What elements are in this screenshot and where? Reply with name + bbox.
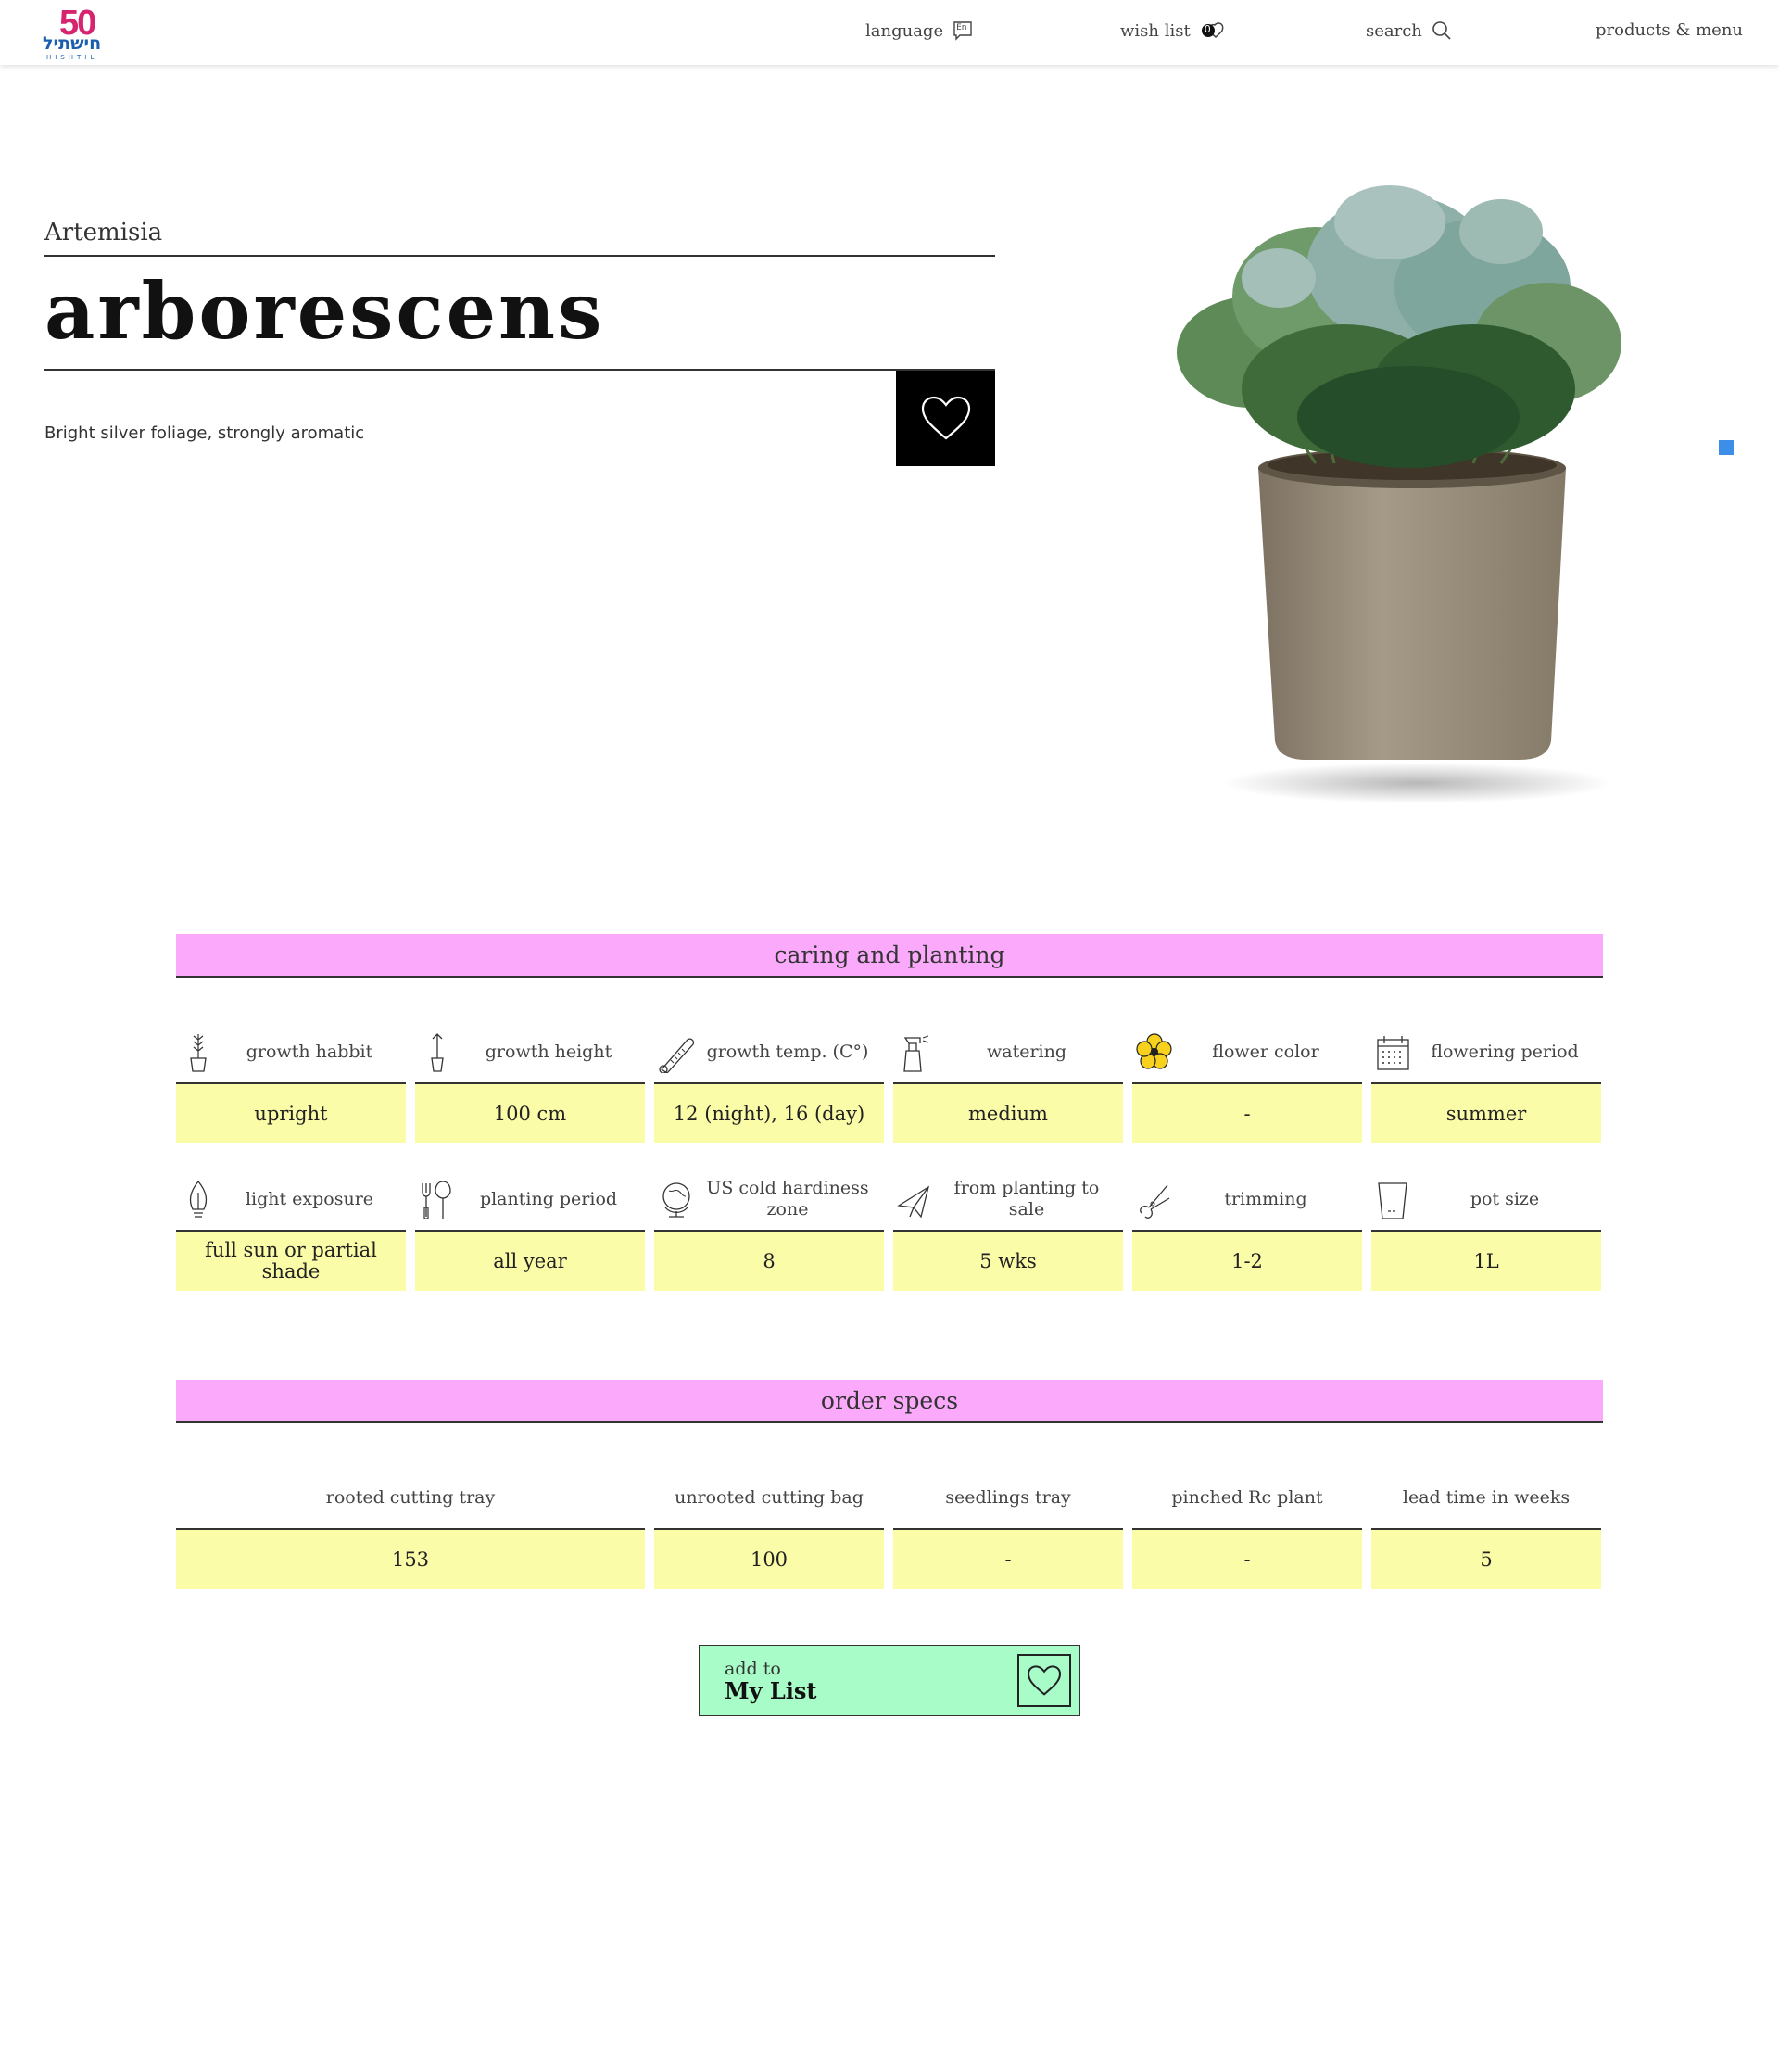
order-pinched-rc-plant [1132, 1467, 1362, 1589]
species-divider [44, 369, 995, 371]
attr-label-text: US cold hardiness zone [706, 1178, 869, 1219]
logo-number: 50 [59, 4, 95, 43]
search-button[interactable] [1366, 20, 1452, 41]
order-seedlings-tray [893, 1467, 1123, 1589]
plant-description: Bright silver foliage, strongly aromatic [44, 423, 365, 443]
logo-latin: HISHTIL [46, 54, 98, 61]
order-label: pinched Rc plant [1132, 1467, 1362, 1530]
add-to-my-list-button[interactable] [699, 1645, 1080, 1716]
plant-image [1112, 167, 1668, 815]
order-lead-time [1371, 1467, 1601, 1589]
attr-growth-height [415, 1021, 645, 1143]
attr-label-text: pot size [1470, 1188, 1540, 1209]
attr-value: summer [1371, 1084, 1601, 1143]
wishlist-button[interactable] [1120, 20, 1228, 41]
order-section-header: order specs [176, 1380, 1603, 1423]
plant-species-title: arborescens [44, 265, 605, 357]
my-list-label: My List [725, 1677, 817, 1704]
caring-section-header: caring and planting [176, 934, 1603, 978]
thermometer-icon [658, 1032, 695, 1073]
spray-bottle-icon [897, 1032, 934, 1073]
calendar-icon [1375, 1032, 1412, 1073]
wishlist-count: 0 [1204, 23, 1211, 35]
attr-growth-habbit [176, 1021, 406, 1143]
flower-icon [1136, 1032, 1173, 1073]
attr-value: 12 (night), 16 (day) [654, 1084, 884, 1143]
heart-icon [1027, 1665, 1062, 1697]
wishlist-heart-button[interactable] [896, 371, 995, 466]
site-header [0, 0, 1779, 65]
plant-genus: Artemisia [44, 219, 163, 246]
products-menu-button[interactable] [1596, 20, 1743, 40]
attr-value: medium [893, 1084, 1123, 1143]
attr-flowering-period [1371, 1021, 1601, 1143]
heart-icon [921, 396, 971, 442]
attr-label-text: planting period [479, 1188, 618, 1209]
search-label: search [1366, 20, 1422, 41]
attr-value: 100 cm [415, 1084, 645, 1143]
attr-pot-size [1371, 1169, 1601, 1291]
attr-value: 8 [654, 1232, 884, 1291]
logo-hebrew: חישתיל [43, 33, 102, 54]
pot-icon [1375, 1180, 1412, 1220]
search-icon [1432, 20, 1452, 41]
attr-label-text: growth temp. (C°) [706, 1041, 869, 1062]
attr-label-text: flower color [1212, 1041, 1319, 1062]
attr-flower-color [1132, 1021, 1362, 1143]
order-label: seedlings tray [893, 1467, 1123, 1530]
menu-label: products & menu [1596, 20, 1744, 40]
scroll-indicator[interactable] [1719, 440, 1734, 455]
height-arrow-icon [419, 1032, 456, 1073]
language-icon-text: En [956, 23, 967, 32]
order-label: unrooted cutting bag [654, 1467, 884, 1530]
attr-label-text: growth height [485, 1041, 612, 1062]
order-value: 100 [654, 1530, 884, 1589]
language-button[interactable] [865, 20, 973, 41]
attr-label-text: growth habbit [246, 1041, 373, 1062]
attr-planting-to-sale [893, 1169, 1123, 1291]
attr-value: all year [415, 1232, 645, 1291]
attr-watering [893, 1021, 1123, 1143]
attr-planting-period [415, 1169, 645, 1291]
order-value: 5 [1371, 1530, 1601, 1589]
add-to-label: add to [725, 1659, 781, 1679]
order-value: 153 [176, 1530, 645, 1589]
order-rooted-cutting-tray [176, 1467, 645, 1589]
garden-tools-icon [419, 1180, 456, 1220]
attr-growth-temp [654, 1021, 884, 1143]
bulb-icon [180, 1180, 217, 1220]
attr-label-text: from planting to sale [953, 1178, 1100, 1219]
add-heart-box [1017, 1654, 1071, 1707]
attr-label-text: light exposure [245, 1188, 374, 1209]
order-unrooted-cutting-bag [654, 1467, 884, 1589]
attr-hardiness-zone [654, 1169, 884, 1291]
language-label: language [865, 20, 944, 41]
attr-value: 5 wks [893, 1232, 1123, 1291]
attr-value: - [1132, 1084, 1362, 1143]
attr-label-text: trimming [1224, 1188, 1307, 1209]
attr-value: upright [176, 1084, 406, 1143]
hishtil-logo[interactable] [43, 4, 113, 61]
order-label: rooted cutting tray [176, 1467, 645, 1530]
genus-divider [44, 255, 995, 257]
plant-pot-icon [180, 1032, 217, 1073]
language-icon [953, 20, 973, 41]
order-value: - [1132, 1530, 1362, 1589]
attr-light-exposure [176, 1169, 406, 1291]
globe-icon [658, 1180, 695, 1220]
attr-value: full sun or partial shade [176, 1232, 406, 1291]
attr-value: 1L [1371, 1232, 1601, 1291]
order-label: lead time in weeks [1371, 1467, 1601, 1530]
wishlist-label: wish list [1120, 20, 1191, 41]
paper-plane-icon [897, 1180, 934, 1220]
attr-trimming [1132, 1169, 1362, 1291]
wishlist-heart-icon [1200, 20, 1228, 41]
attr-value: 1-2 [1132, 1232, 1362, 1291]
order-value: - [893, 1530, 1123, 1589]
attr-label-text: flowering period [1431, 1041, 1579, 1062]
pruning-shears-icon [1136, 1180, 1173, 1220]
attr-label-text: watering [986, 1041, 1067, 1062]
